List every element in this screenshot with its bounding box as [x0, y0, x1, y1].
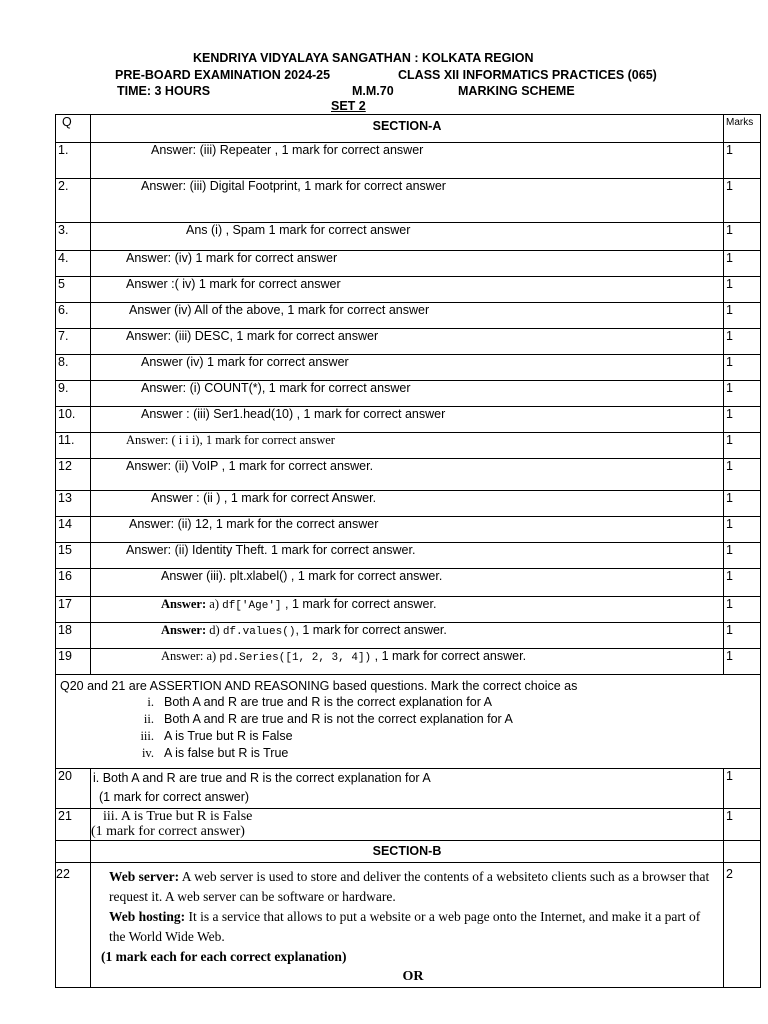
answer-text: Answer (iv) 1 mark for correct answer [91, 355, 724, 381]
answer-prefix: Answer: [161, 597, 207, 611]
table-row [56, 303, 761, 329]
marks-value: 1 [724, 381, 761, 407]
answer-code: df['Age'] [222, 600, 282, 612]
answer-text: Answer: (ii) VoIP , 1 mark for correct answer. [91, 459, 724, 491]
ar-intro: Q20 and 21 are ASSERTION AND REASONING based questions. Mark the correct choice as [60, 679, 578, 693]
question-number: 7. [56, 329, 91, 355]
answer-text: Answer: (iii) Repeater , 1 mark for correct answer [91, 143, 724, 179]
question-number: 21 [56, 809, 91, 841]
marks-value: 1 [724, 143, 761, 179]
web-server-text: A web server is used to store and deliver the contents of a websiteto clients such as a browser that request it. A web server can be software or hardware. [109, 869, 710, 904]
question-number: 19 [56, 649, 91, 675]
ar-options-list [60, 694, 756, 762]
answer-text: Answer (iii). plt.xlabel() , 1 mark for correct answer. [91, 569, 724, 597]
ar-option-numeral: ii. [143, 712, 154, 726]
answer-option: d) [206, 623, 223, 637]
question-number: 18 [56, 623, 91, 649]
header-org: KENDRIYA VIDYALAYA SANGATHAN : KOLKATA REGION [193, 51, 534, 65]
question-number: 15 [56, 543, 91, 569]
ar-option [120, 694, 756, 711]
table-row [56, 251, 761, 277]
answer-prefix: Answer: [161, 623, 207, 637]
ar-option [120, 711, 756, 728]
question-number: 12 [56, 459, 91, 491]
ar-option-text: A is True but R is False [164, 729, 293, 743]
marking-scheme-table [55, 114, 761, 988]
answer-text [91, 597, 724, 623]
table-row [56, 355, 761, 381]
answer-note: (1 mark for correct answer) [99, 790, 250, 804]
answer-text: Answer: (iv) 1 mark for correct answer [91, 251, 724, 277]
marks-value: 1 [724, 303, 761, 329]
question-number: 4. [56, 251, 91, 277]
ar-option [120, 745, 756, 762]
answer-text: iii. A is True but R is False [103, 809, 253, 824]
header-marking-scheme: MARKING SCHEME [458, 84, 575, 98]
answer-suffix: , 1 mark for correct answer. [371, 649, 527, 663]
question-number: 6. [56, 303, 91, 329]
question-number: 13 [56, 491, 91, 517]
web-hosting-text: It is a service that allows to put a website or a web page onto the Internet, and make it a part of the World Wide Web. [109, 909, 701, 944]
ar-option-text: Both A and R are true and R is the correct explanation for A [164, 695, 492, 709]
question-number: 3. [56, 223, 91, 251]
marks-value: 1 [724, 251, 761, 277]
header-max-marks: M.M.70 [352, 84, 394, 98]
answer-text [91, 623, 724, 649]
table-row [56, 223, 761, 251]
table-row [56, 863, 761, 988]
table-row [56, 543, 761, 569]
table-row [56, 517, 761, 543]
answer-suffix: , 1 mark for correct answer. [281, 597, 437, 611]
ar-option-text: A is false but R is True [164, 746, 289, 760]
question-number: 8. [56, 355, 91, 381]
empty-cell [56, 841, 91, 863]
question-number: 2. [56, 179, 91, 223]
header-set: SET 2 [331, 99, 366, 113]
answer-text: Answer: (ii) 12, 1 mark for the correct answer [91, 517, 724, 543]
answer-text: Answer :( iv) 1 mark for correct answer [91, 277, 724, 303]
header-exam: PRE-BOARD EXAMINATION 2024-25 [115, 68, 331, 82]
question-number: 1. [56, 143, 91, 179]
answer-prefix: Answer: a) [161, 649, 220, 663]
answer-text: Answer: ( i i i), 1 mark for correct answer [91, 433, 724, 459]
answer-text: Answer: (iii) Digital Footprint, 1 mark for correct answer [91, 179, 724, 223]
question-number: 10. [56, 407, 91, 433]
marks-value: 1 [724, 459, 761, 491]
table-row [56, 179, 761, 223]
ar-option-numeral: iii. [140, 729, 154, 743]
answer-text: Answer: (iii) DESC, 1 mark for correct answer [91, 329, 724, 355]
section-a-heading: SECTION-A [91, 115, 724, 143]
table-row [56, 459, 761, 491]
table-row [56, 381, 761, 407]
answer-text: Answer: (ii) Identity Theft. 1 mark for correct answer. [91, 543, 724, 569]
assertion-reason-instructions [56, 675, 761, 769]
table-row [56, 623, 761, 649]
table-row [56, 491, 761, 517]
ar-option-text: Both A and R are true and R is not the correct explanation for A [164, 712, 513, 726]
col-marks-header: Marks [724, 115, 761, 143]
marks-value: 1 [724, 407, 761, 433]
question-number: 16 [56, 569, 91, 597]
answer-text: Answer : (iii) Ser1.head(10) , 1 mark for correct answer [91, 407, 724, 433]
marks-note: (1 mark each for each correct explanation) [101, 949, 347, 964]
table-row [56, 433, 761, 459]
answer-text: Answer: (i) COUNT(*), 1 mark for correct answer [91, 381, 724, 407]
question-number: 17 [56, 597, 91, 623]
table-row [56, 769, 761, 809]
web-hosting-label: Web hosting: [109, 909, 186, 924]
marks-value: 1 [724, 569, 761, 597]
section-b-row [56, 841, 761, 863]
answer-text: Ans (i) , Spam 1 mark for correct answer [91, 223, 724, 251]
empty-cell [724, 841, 761, 863]
question-number: 11. [56, 433, 91, 459]
marks-value: 1 [724, 769, 761, 809]
table-row [56, 809, 761, 841]
answer-text: Answer (iv) All of the above, 1 mark for correct answer [91, 303, 724, 329]
table-row [56, 329, 761, 355]
question-number: 9. [56, 381, 91, 407]
or-separator: OR [402, 969, 424, 984]
header-class: CLASS XII INFORMATICS PRACTICES (065) [398, 68, 657, 82]
section-b-heading: SECTION-B [91, 841, 724, 863]
marks-value: 1 [724, 355, 761, 381]
answer-suffix: , 1 mark for correct answer. [295, 623, 447, 637]
answer-code: df.values() [222, 626, 296, 638]
marks-value: 1 [724, 329, 761, 355]
ar-option-numeral: i. [147, 695, 154, 709]
answer-text [91, 649, 724, 675]
marks-value: 1 [724, 491, 761, 517]
marks-value: 1 [724, 433, 761, 459]
answer-note: (1 mark for correct answer) [91, 824, 245, 839]
marks-value: 1 [724, 543, 761, 569]
question-number: 20 [56, 769, 91, 809]
col-q-header: Q [56, 115, 91, 143]
table-header-row [56, 115, 761, 143]
ar-option [120, 728, 756, 745]
header-time: TIME: 3 HOURS [117, 84, 211, 98]
marks-value: 1 [724, 809, 761, 841]
question-number: 14 [56, 517, 91, 543]
marks-value: 1 [724, 649, 761, 675]
table-row [56, 407, 761, 433]
marks-value: 1 [724, 179, 761, 223]
table-row [56, 277, 761, 303]
marks-value: 1 [724, 223, 761, 251]
answer-code: pd.Series([1, 2, 3, 4]) [219, 652, 372, 664]
marks-value: 1 [724, 277, 761, 303]
table-row [56, 597, 761, 623]
table-row [56, 569, 761, 597]
question-number: 22 [56, 863, 91, 988]
answer-text: Answer : (ii ) , 1 mark for correct Answer. [91, 491, 724, 517]
table-row [56, 649, 761, 675]
marks-value: 1 [724, 517, 761, 543]
marks-value: 1 [724, 623, 761, 649]
table-row [56, 143, 761, 179]
answer-option: a) [206, 597, 223, 611]
marks-value: 2 [724, 863, 761, 988]
marks-value: 1 [724, 597, 761, 623]
web-server-label: Web server: [109, 869, 180, 884]
question-number: 5 [56, 277, 91, 303]
ar-option-numeral: iv. [141, 746, 154, 760]
answer-text: i. Both A and R are true and R is the correct explanation for A [93, 771, 431, 785]
